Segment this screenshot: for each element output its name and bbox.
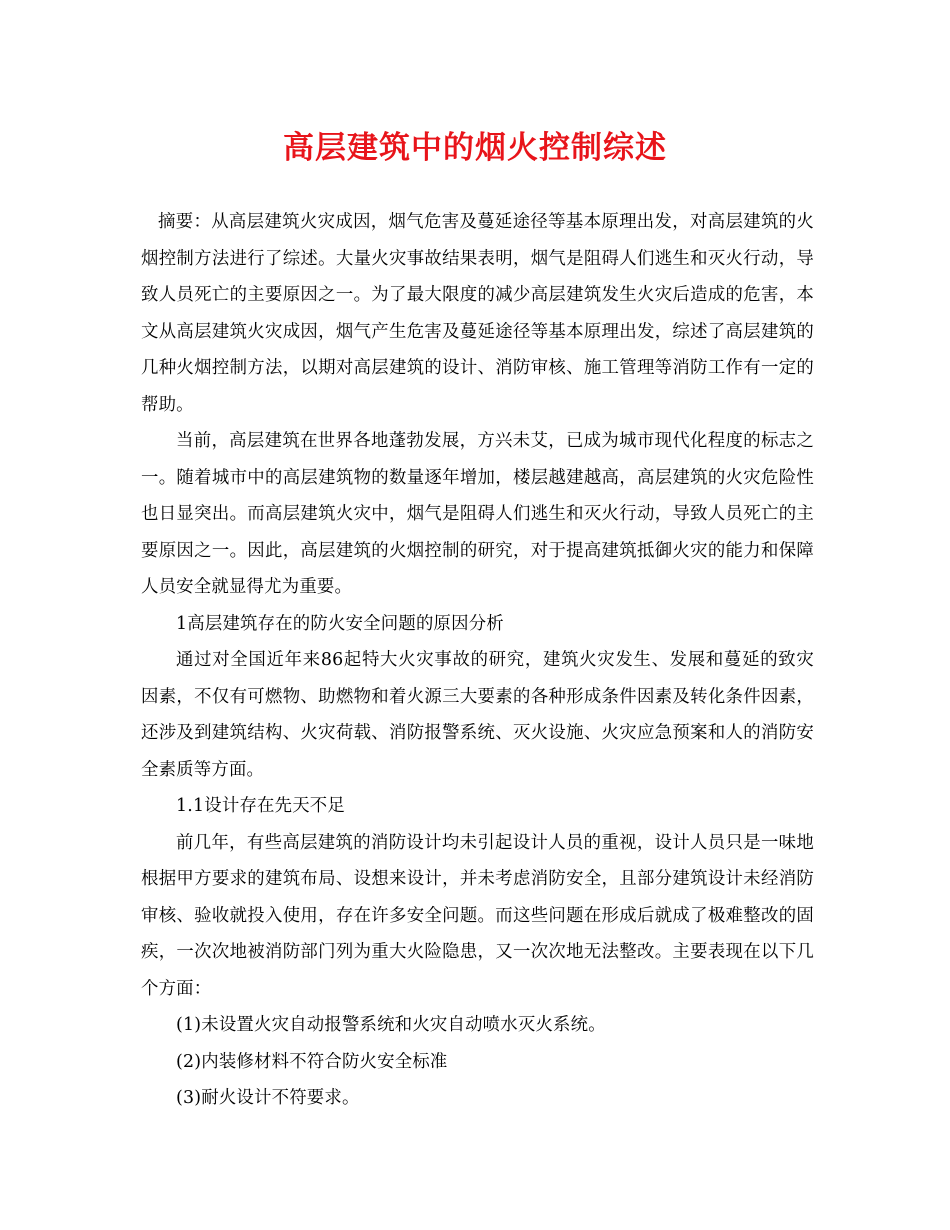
section-heading-1-1: 1.1设计存在先天不足 (176, 796, 345, 816)
section-1-1-paragraph: 前几年，有些高层建筑的消防设计均未引起设计人员的重视，设计人员只是一味地根据甲方要求的建筑布局、设想来设计，并未考虑消防安全，且部分建筑设计未经消防审核、验收就投入使用，存在许多安全问题。而这些问题在形成后就成了极难整改的固疾，一次次地被消防部门列为重大火险隐患，又一次次地无法整改。主要表现在以下几个方面： (141, 832, 814, 999)
list-item: (2)内装修材料不符合防火安全标准 (176, 1051, 448, 1072)
intro-paragraph: 当前，高层建筑在世界各地蓬勃发展，方兴未艾，已成为城市现代化程度的标志之一。随着城市中的高层建筑物的数量逐年增加，楼层越建越高，高层建筑的火灾危险性也日显突出。而高层建筑火灾中，烟气是阻碍人们逃生和灭火行动，导致人员死亡的主要原因之一。因此，高层建筑的火烟控制的研究，对于提高建筑抵御火灾的能力和保障人员安全就显得尤为重要。 (141, 431, 814, 597)
document-title: 高层建筑中的烟火控制综述 (283, 130, 667, 166)
list-item: (3)耐火设计不符要求。 (176, 1088, 360, 1108)
section-heading-1: 1高层建筑存在的防火安全问题的原因分析 (176, 613, 504, 634)
abstract-paragraph: 摘要：从高层建筑火灾成因，烟气危害及蔓延途径等基本原理出发，对高层建筑的火烟控制方法进行了综述。大量火灾事故结果表明，烟气是阻碍人们逃生和灭火行动，导致人员死亡的主要原因之一。为了最大限度的减少高层建筑发生火灾后造成的危害，本文从高层建筑火灾成因，烟气产生危害及蔓延途径等基本原理出发，综述了高层建筑的几种火烟控制方法，以期对高层建筑的设计、消防审核、施工管理等消防工作有一定的帮助。 (141, 212, 814, 415)
document-body (141, 204, 814, 1117)
list-item: (1)未设置火灾自动报警系统和火灾自动喷水灭火系统。 (176, 1015, 606, 1035)
section-1-paragraph: 通过对全国近年来86起特大火灾事故的研究，建筑火灾发生、发展和蔓延的致灾因素，不仅有可燃物、助燃物和着火源三大要素的各种形成条件因素及转化条件因素，还涉及到建筑结构、火灾荷载、消防报警系统、灭火设施、火灾应急预案和人的消防安全素质等方面。 (141, 650, 814, 780)
